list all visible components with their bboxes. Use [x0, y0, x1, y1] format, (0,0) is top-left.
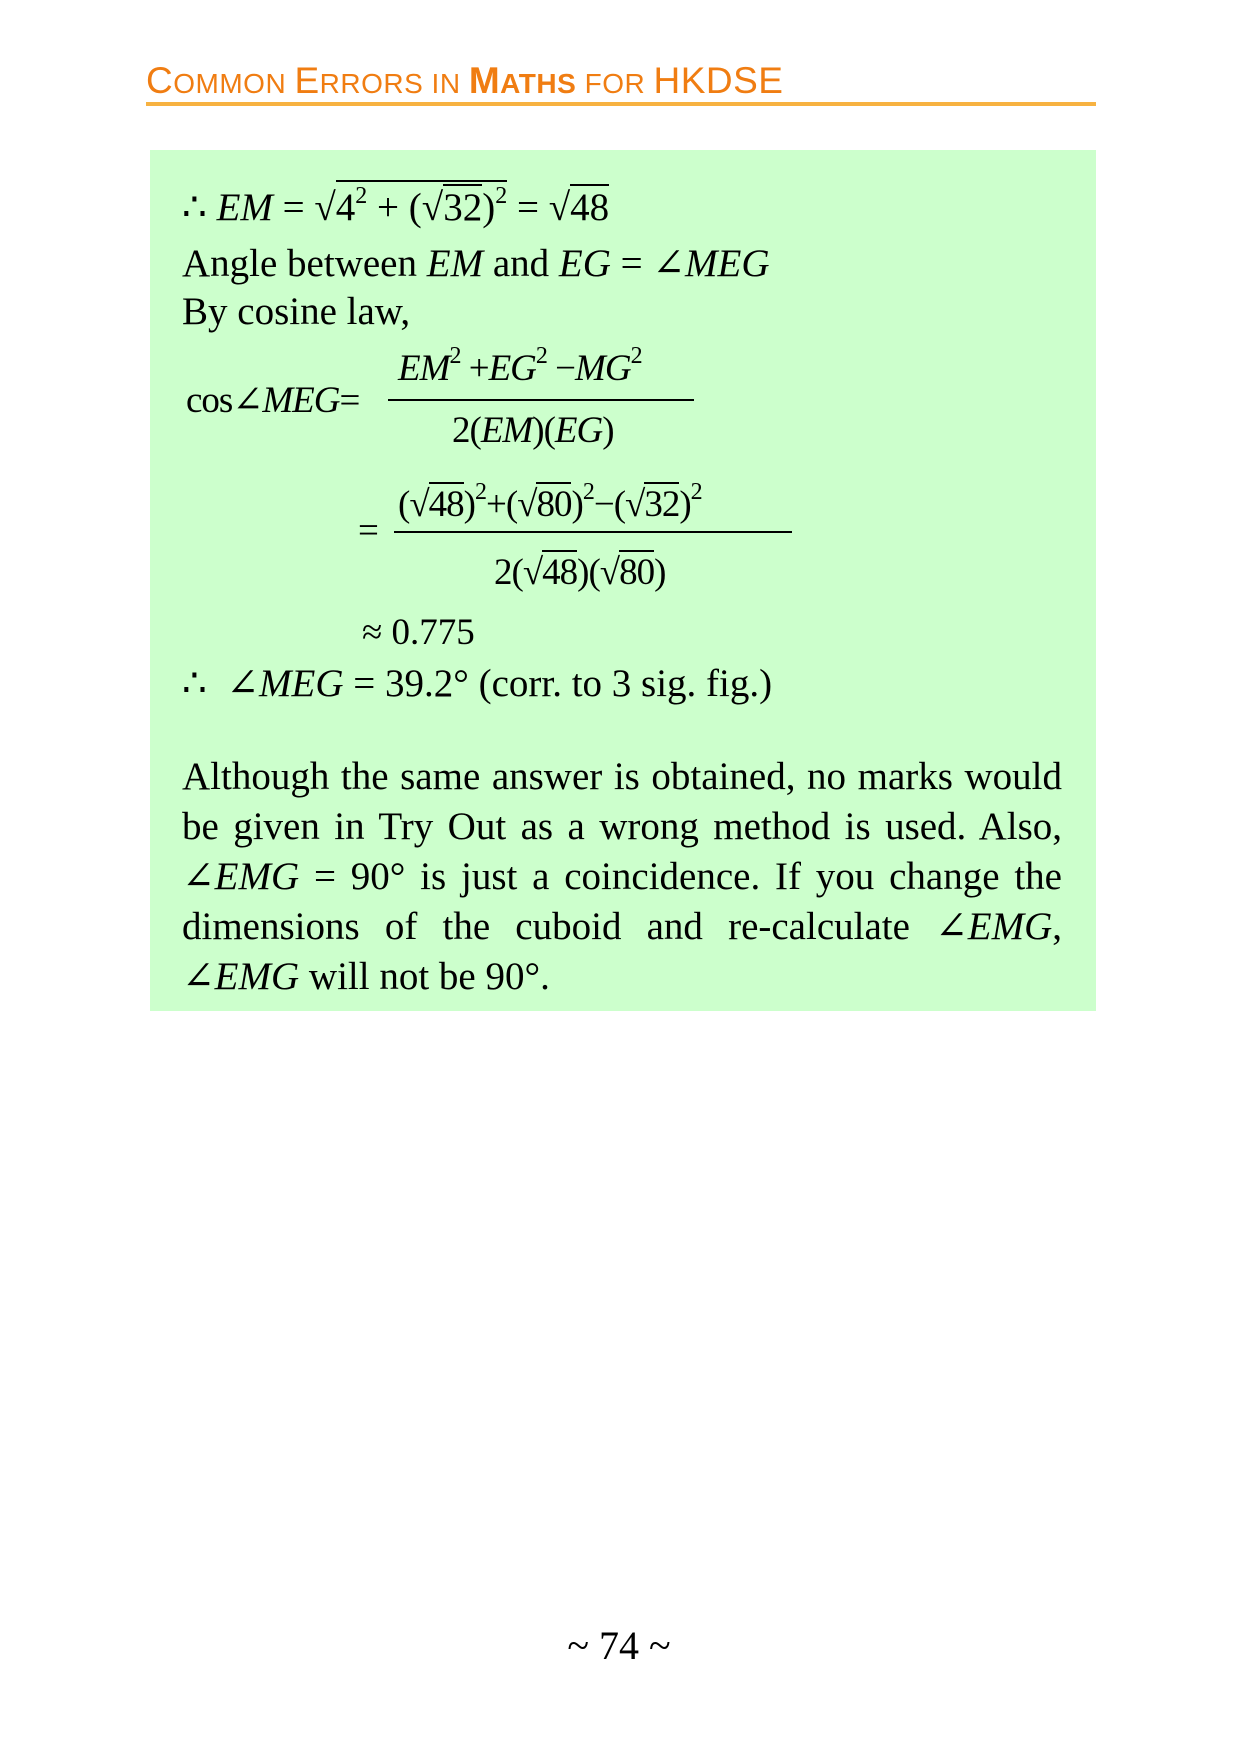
numerator-1: $EM^2 +EG^2 -MG^2$ [398, 343, 642, 389]
page-number: ~ 74 ~ [567, 1623, 671, 1668]
header-text-4: FOR [576, 68, 654, 99]
radical-sign: √ [314, 186, 336, 229]
header-cap-1: C [146, 60, 174, 101]
header-cap-2: E [294, 60, 320, 101]
em-term: EM [216, 186, 273, 229]
cosine-law-line: By cosine law, [182, 290, 411, 333]
result-line: ∴ ∠MEG = 39.2° (corr. to 3 sig. fig.) [182, 662, 773, 705]
header-cap-3: M [468, 60, 501, 101]
denominator-2: 2(√48)(√80) [494, 552, 666, 593]
explanation-paragraph: Although the same answer is obtained, no marks would be given in Try Out as a wrong method is used. Also, ∠EMG = 90° is just a coincidence. If you change the dimensions of the cuboid and re-calculate ∠EMG, ∠EMG will not be 90°. [182, 755, 1062, 998]
header-rule [146, 102, 1096, 106]
running-header [146, 60, 783, 102]
header-text-1: OMMON [173, 68, 295, 99]
angle-between-line: Angle between EM and EG = ∠MEG [182, 242, 770, 285]
radicand-outer: $4^2 + (√32)^2$ [336, 180, 507, 227]
em-equation: ∴ EM = $√4^2 + (√32)^2 = √48$ [182, 180, 609, 227]
numerator-2: $(√48)^2+(√80)^2-(√32)^2$ [398, 479, 702, 525]
header-text-5: HKDSE [653, 60, 784, 101]
header-text-2: RRORS IN [319, 68, 469, 99]
approx-value: ≈ 0.775 [362, 612, 475, 653]
therefore-symbol: ∴ [182, 186, 207, 229]
denominator-1: 2(EM)(EG) [452, 410, 614, 451]
fraction-bar-1 [388, 399, 694, 401]
fraction-bar-2 [394, 531, 792, 533]
header-text-3: ATHS [500, 68, 577, 99]
equals-sign: = [282, 186, 305, 229]
result-radicand: 48 [570, 186, 610, 229]
equals-2: = [358, 510, 379, 551]
cos-meg-lhs: cos∠MEG= [186, 380, 360, 421]
